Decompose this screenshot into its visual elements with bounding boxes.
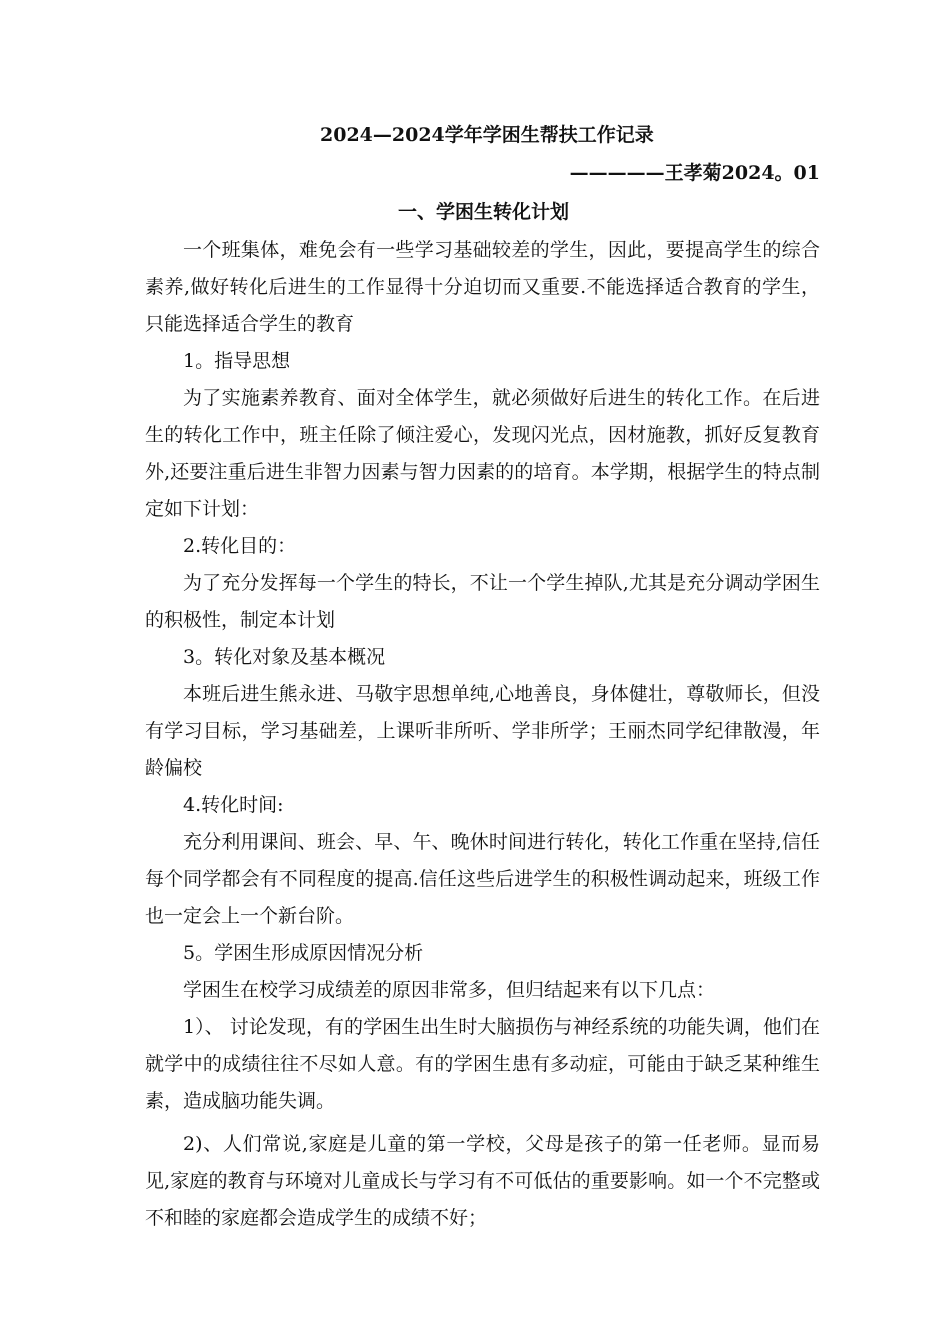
author-line: —————王孝菊2024。01: [569, 162, 820, 184]
item-text-purpose: 为了充分发挥每一个学生的特长，不让一个学生掉队,尤其是充分调动学困生的积极性，制定本计划: [145, 572, 820, 631]
item-text-causes: 学困生在校学习成绩差的原因非常多，但归结起来有以下几点：: [183, 979, 716, 1001]
item-heading-causes: 5。学困生形成原因情况分析: [183, 942, 424, 964]
section-title: 一、学困生转化计划: [398, 201, 570, 223]
item-text-guiding-thought: 为了实施素养教育、面对全体学生，就必须做好后进生的转化工作。在后进生的转化工作中，班主任除了倾注爱心，发现闪光点，因材施教，抓好反复教育外,还要注重后进生非智力因素与智力因素的的培育。本学期，根据学生的特点制定如下计划：: [145, 387, 820, 520]
item-text-targets: 本班后进生熊永进、马敬宇思想单纯,心地善良，身体健壮，尊敬师长，但没有学习目标，学习基础差，上课听非所听、学非所学；王丽杰同学纪律散漫，年龄偏校: [145, 683, 820, 779]
item-text-time: 充分利用课间、班会、早、午、晚休时间进行转化，转化工作重在坚持,信任每个同学都会有不同程度的提高.信任这些后进学生的积极性调动起来，班级工作也一定会上一个新台阶。: [145, 831, 820, 927]
intro-paragraph: 一个班集体，难免会有一些学习基础较差的学生，因此，要提高学生的综合素养,做好转化后进生的工作显得十分迫切而又重要.不能选择适合教育的学生，只能选择适合学生的教育: [145, 239, 820, 335]
document-body: [145, 116, 820, 1237]
item-heading-time: 4.转化时间:: [183, 794, 284, 816]
reason-paragraph-1: 1）、 讨论发现，有的学困生出生时大脑损伤与神经系统的功能失调，他们在就学中的成绩往往不尽如人意。有的学困生患有多动症，可能由于缺乏某种维生素，造成脑功能失调。: [145, 1016, 820, 1112]
item-heading-targets: 3。转化对象及基本概况: [183, 646, 386, 668]
reason-paragraph-2: 2)、人们常说,家庭是儿童的第一学校，父母是孩子的第一任老师。显而易见,家庭的教育与环境对儿童成长与学习有不可低估的重要影响。如一个不完整或不和睦的家庭都会造成学生的成绩不好；: [145, 1133, 820, 1229]
item-heading-guiding-thought: 1。指导思想: [183, 350, 291, 372]
item-heading-purpose: 2.转化目的：: [183, 535, 297, 557]
document-title: 2024—2024学年学困生帮扶工作记录: [320, 124, 654, 146]
